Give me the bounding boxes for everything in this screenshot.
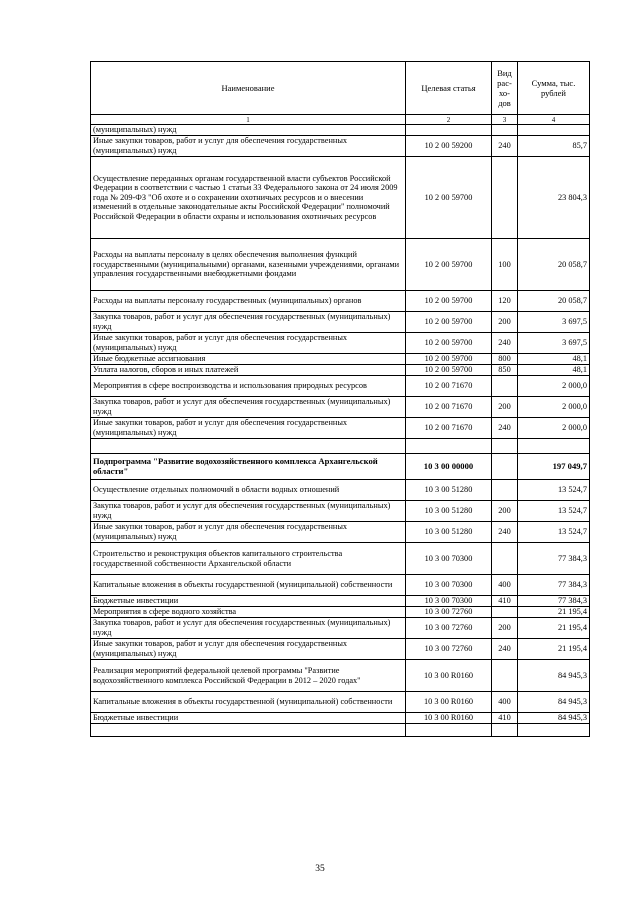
cell-sum: 2 000,0 [518, 376, 590, 397]
table-body [91, 125, 590, 737]
column-number: 1 [91, 115, 406, 125]
cell-target-article: 10 2 00 59200 [406, 136, 492, 157]
cell-name: Осуществление отдельных полномочий в области водных отношений [91, 480, 406, 501]
cell-name: Мероприятия в сфере воспроизводства и использования природных ресурсов [91, 376, 406, 397]
cell-expense-type [492, 125, 518, 136]
table-row [91, 543, 590, 575]
cell-sum: 13 524,7 [518, 480, 590, 501]
cell-sum: 13 524,7 [518, 501, 590, 522]
header-target-article: Целевая статья [406, 62, 492, 115]
cell-name: Капитальные вложения в объекты государственной (муниципальной) собственности [91, 692, 406, 713]
cell-target-article: 10 3 00 70300 [406, 575, 492, 596]
cell-sum: 85,7 [518, 136, 590, 157]
cell-expense-type [492, 376, 518, 397]
cell-sum: 84 945,3 [518, 660, 590, 692]
cell-target-article: 10 2 00 59700 [406, 333, 492, 354]
cell-expense-type [492, 157, 518, 239]
cell-expense-type [492, 607, 518, 618]
cell-name: Капитальные вложения в объекты государственной (муниципальной) собственности [91, 575, 406, 596]
table-row [91, 418, 590, 439]
cell-sum: 3 697,5 [518, 333, 590, 354]
cell-target-article: 10 2 00 71670 [406, 418, 492, 439]
table-row [91, 125, 590, 136]
cell-expense-type: 850 [492, 365, 518, 376]
table-row [91, 365, 590, 376]
cell-name: Мероприятия в сфере водного хозяйства [91, 607, 406, 618]
table-row [91, 501, 590, 522]
cell-sum [518, 125, 590, 136]
cell-name: Закупка товаров, работ и услуг для обеспечения государственных (муниципальных) нужд [91, 501, 406, 522]
table-row [91, 376, 590, 397]
cell-sum: 23 804,3 [518, 157, 590, 239]
cell-target-article: 10 3 00 00000 [406, 454, 492, 480]
cell-target-article: 10 3 00 72760 [406, 618, 492, 639]
cell-sum: 13 524,7 [518, 522, 590, 543]
cell-target-article [406, 724, 492, 737]
cell-sum [518, 439, 590, 454]
cell-sum: 21 195,4 [518, 639, 590, 660]
cell-sum: 48,1 [518, 354, 590, 365]
cell-target-article: 10 3 00 R0160 [406, 692, 492, 713]
cell-sum: 2 000,0 [518, 397, 590, 418]
cell-target-article: 10 3 00 72760 [406, 607, 492, 618]
page-number: 35 [315, 864, 325, 874]
table-row [91, 713, 590, 724]
cell-sum: 20 058,7 [518, 239, 590, 291]
cell-target-article: 10 3 00 72760 [406, 639, 492, 660]
table-row [91, 660, 590, 692]
cell-target-article: 10 3 00 70300 [406, 596, 492, 607]
cell-name [91, 724, 406, 737]
cell-expense-type: 240 [492, 639, 518, 660]
cell-name: Строительство и реконструкция объектов капитального строительства государственной собственности Архангельской области [91, 543, 406, 575]
cell-name: Реализация мероприятий федеральной целевой программы "Развитие водохозяйственного комплекса Российской Федерации в 2012 – 2020 годах" [91, 660, 406, 692]
cell-expense-type: 800 [492, 354, 518, 365]
cell-target-article: 10 3 00 R0160 [406, 713, 492, 724]
cell-target-article: 10 2 00 71670 [406, 397, 492, 418]
table-row [91, 157, 590, 239]
cell-expense-type [492, 454, 518, 480]
table-row [91, 312, 590, 333]
cell-name: Иные бюджетные ассигнования [91, 354, 406, 365]
cell-expense-type: 200 [492, 397, 518, 418]
table-row [91, 596, 590, 607]
cell-name: Расходы на выплаты персоналу государственных (муниципальных) органов [91, 291, 406, 312]
column-number-row [91, 115, 590, 125]
cell-sum: 197 049,7 [518, 454, 590, 480]
table-row [91, 639, 590, 660]
cell-name: Иные закупки товаров, работ и услуг для обеспечения государственных (муниципальных) нужд [91, 333, 406, 354]
cell-sum: 77 384,3 [518, 543, 590, 575]
cell-expense-type: 240 [492, 333, 518, 354]
cell-expense-type: 400 [492, 575, 518, 596]
cell-name [91, 439, 406, 454]
table-row [91, 480, 590, 501]
cell-expense-type [492, 543, 518, 575]
table-row [91, 575, 590, 596]
cell-name: Иные закупки товаров, работ и услуг для обеспечения государственных (муниципальных) нужд [91, 418, 406, 439]
cell-target-article: 10 3 00 51280 [406, 480, 492, 501]
column-number: 3 [492, 115, 518, 125]
cell-expense-type: 240 [492, 136, 518, 157]
cell-target-article [406, 125, 492, 136]
column-number: 4 [518, 115, 590, 125]
cell-expense-type: 100 [492, 239, 518, 291]
table-row [91, 724, 590, 737]
cell-name: Подпрограмма "Развитие водохозяйственного комплекса Архангельской области" [91, 454, 406, 480]
cell-name: Осуществление переданных органам государственной власти субъектов Российской Федерации в соответствии с частью 1 статьи 33 Федерального закона от 24 июля 2009 года № 209-ФЗ "Об охоте и о сохранении охотничьих ресурсов и о внесении изменений в отдельные законодательные акты Российской Федерации" полномочий Российской Федерации в области охраны и использования охотничьих ресурсов [91, 157, 406, 239]
cell-sum: 77 384,3 [518, 596, 590, 607]
cell-target-article: 10 3 00 70300 [406, 543, 492, 575]
cell-sum: 84 945,3 [518, 692, 590, 713]
header-name: Наименование [91, 62, 406, 115]
column-number: 2 [406, 115, 492, 125]
header-sum: Сумма, тыс. рублей [518, 62, 590, 115]
cell-sum: 2 000,0 [518, 418, 590, 439]
cell-name: (муниципальных) нужд [91, 125, 406, 136]
table-row [91, 522, 590, 543]
cell-target-article: 10 2 00 59700 [406, 312, 492, 333]
cell-expense-type [492, 439, 518, 454]
cell-expense-type: 200 [492, 501, 518, 522]
table-row [91, 607, 590, 618]
cell-expense-type: 240 [492, 522, 518, 543]
cell-name: Закупка товаров, работ и услуг для обеспечения государственных (муниципальных) нужд [91, 312, 406, 333]
cell-expense-type [492, 724, 518, 737]
table-row [91, 239, 590, 291]
cell-target-article: 10 2 00 71670 [406, 376, 492, 397]
cell-expense-type: 410 [492, 596, 518, 607]
cell-name: Закупка товаров, работ и услуг для обеспечения государственных (муниципальных) нужд [91, 397, 406, 418]
cell-target-article: 10 2 00 59700 [406, 157, 492, 239]
cell-name: Бюджетные инвестиции [91, 596, 406, 607]
cell-expense-type: 120 [492, 291, 518, 312]
table-row [91, 454, 590, 480]
cell-target-article: 10 3 00 R0160 [406, 660, 492, 692]
table-row [91, 333, 590, 354]
table-header-row [91, 62, 590, 115]
cell-target-article: 10 2 00 59700 [406, 291, 492, 312]
cell-target-article: 10 3 00 51280 [406, 522, 492, 543]
cell-target-article: 10 2 00 59700 [406, 354, 492, 365]
cell-expense-type [492, 480, 518, 501]
table-row [91, 618, 590, 639]
cell-sum: 77 384,3 [518, 575, 590, 596]
cell-target-article: 10 2 00 59700 [406, 365, 492, 376]
cell-expense-type: 400 [492, 692, 518, 713]
cell-sum: 84 945,3 [518, 713, 590, 724]
cell-name: Закупка товаров, работ и услуг для обеспечения государственных (муниципальных) нужд [91, 618, 406, 639]
table-row [91, 291, 590, 312]
cell-target-article: 10 2 00 59700 [406, 239, 492, 291]
cell-expense-type: 200 [492, 312, 518, 333]
cell-expense-type: 200 [492, 618, 518, 639]
cell-sum: 48,1 [518, 365, 590, 376]
cell-target-article: 10 3 00 51280 [406, 501, 492, 522]
cell-expense-type: 410 [492, 713, 518, 724]
cell-name: Бюджетные инвестиции [91, 713, 406, 724]
cell-expense-type: 240 [492, 418, 518, 439]
cell-name: Иные закупки товаров, работ и услуг для обеспечения государственных (муниципальных) нужд [91, 639, 406, 660]
cell-sum: 21 195,4 [518, 607, 590, 618]
cell-name: Расходы на выплаты персоналу в целях обеспечения выполнения функций государственными (муниципальными) органами, казенными учреждениями, органами управления государственными внебюджетными фондами [91, 239, 406, 291]
table-row [91, 692, 590, 713]
cell-sum: 21 195,4 [518, 618, 590, 639]
table-row [91, 354, 590, 365]
cell-expense-type [492, 660, 518, 692]
cell-sum: 3 697,5 [518, 312, 590, 333]
table-row [91, 136, 590, 157]
cell-target-article [406, 439, 492, 454]
cell-name: Уплата налогов, сборов и иных платежей [91, 365, 406, 376]
table-row [91, 397, 590, 418]
cell-sum [518, 724, 590, 737]
cell-sum: 20 058,7 [518, 291, 590, 312]
header-expense-type: Вид рас-хо-дов [492, 62, 518, 115]
cell-name: Иные закупки товаров, работ и услуг для обеспечения государственных (муниципальных) нужд [91, 522, 406, 543]
cell-name: Иные закупки товаров, работ и услуг для обеспечения государственных (муниципальных) нужд [91, 136, 406, 157]
table-row [91, 439, 590, 454]
budget-table [90, 61, 590, 737]
